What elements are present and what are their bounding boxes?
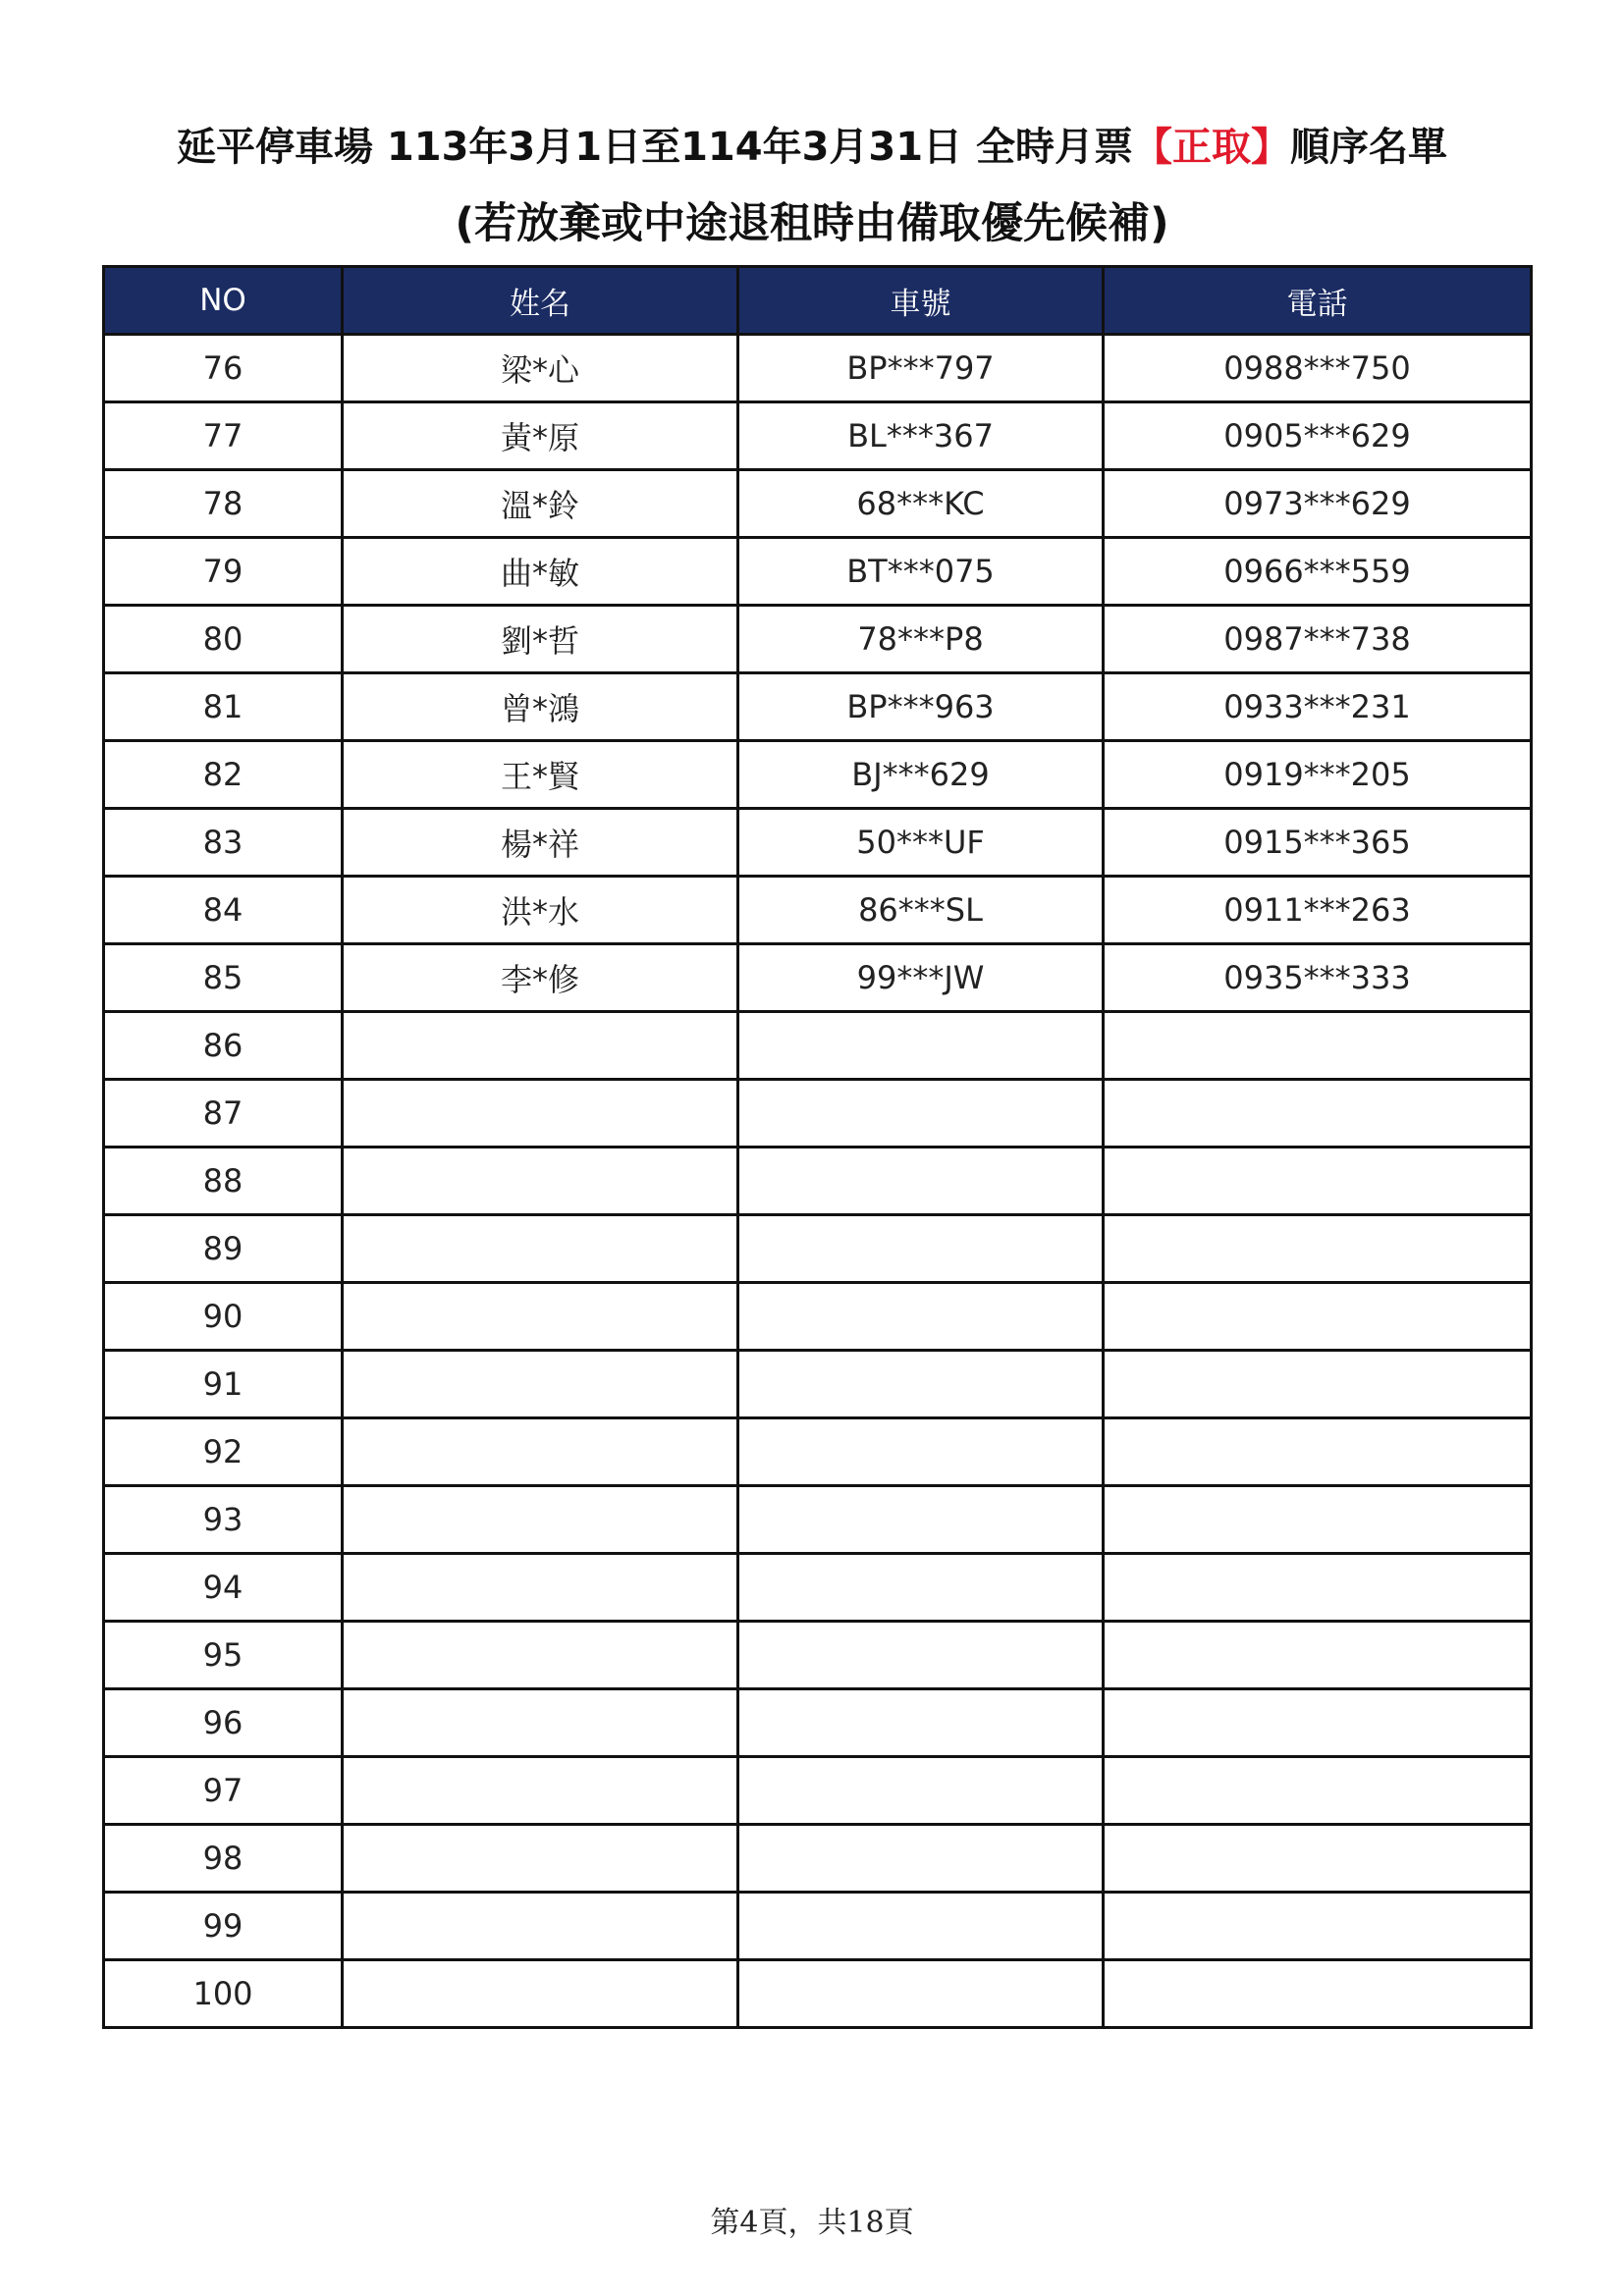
cell-phone — [1104, 1757, 1532, 1825]
cell-no: 89 — [104, 1215, 343, 1283]
cell-plate: BJ***629 — [738, 741, 1104, 809]
cell-phone — [1104, 1689, 1532, 1757]
cell-plate: 99***JW — [738, 944, 1104, 1012]
cell-phone — [1104, 1825, 1532, 1893]
cell-name — [343, 1486, 738, 1554]
cell-no: 100 — [104, 1960, 343, 2028]
cell-no: 92 — [104, 1418, 343, 1486]
table-row — [104, 809, 1532, 877]
cell-name — [343, 1012, 738, 1080]
cell-plate: 50***UF — [738, 809, 1104, 877]
table-row — [104, 1012, 1532, 1080]
header-name: 姓名 — [343, 267, 738, 335]
cell-name — [343, 1418, 738, 1486]
cell-no: 84 — [104, 877, 343, 944]
cell-no: 79 — [104, 538, 343, 606]
cell-no: 99 — [104, 1893, 343, 1960]
cell-plate — [738, 1893, 1104, 1960]
cell-phone — [1104, 1283, 1532, 1351]
cell-phone: 0933***231 — [1104, 673, 1532, 741]
cell-no: 78 — [104, 470, 343, 538]
cell-plate: BP***963 — [738, 673, 1104, 741]
cell-name — [343, 1080, 738, 1148]
cell-no: 88 — [104, 1148, 343, 1215]
cell-plate — [738, 1418, 1104, 1486]
cell-phone — [1104, 1960, 1532, 2028]
cell-name: 曾*鴻 — [343, 673, 738, 741]
cell-phone: 0915***365 — [1104, 809, 1532, 877]
cell-no: 97 — [104, 1757, 343, 1825]
title-highlight: 【正取】 — [1133, 125, 1290, 170]
table-row — [104, 1148, 1532, 1215]
table-row — [104, 538, 1532, 606]
document-title — [0, 118, 1624, 177]
table-header-row — [104, 267, 1532, 335]
cell-plate: 78***P8 — [738, 606, 1104, 673]
table-row — [104, 1893, 1532, 1960]
table-row — [104, 1418, 1532, 1486]
cell-no: 90 — [104, 1283, 343, 1351]
cell-phone: 0973***629 — [1104, 470, 1532, 538]
cell-phone: 0988***750 — [1104, 335, 1532, 402]
cell-name — [343, 1893, 738, 1960]
table-row — [104, 1283, 1532, 1351]
cell-name — [343, 1757, 738, 1825]
table-row — [104, 1825, 1532, 1893]
cell-no: 98 — [104, 1825, 343, 1893]
cell-plate: 86***SL — [738, 877, 1104, 944]
table-row — [104, 877, 1532, 944]
cell-phone — [1104, 1622, 1532, 1689]
cell-name: 黃*原 — [343, 402, 738, 470]
cell-plate — [738, 1148, 1104, 1215]
cell-phone — [1104, 1893, 1532, 1960]
cell-plate — [738, 1689, 1104, 1757]
table-body — [104, 335, 1532, 2028]
cell-name: 溫*鈴 — [343, 470, 738, 538]
cell-no: 86 — [104, 1012, 343, 1080]
table-row — [104, 1080, 1532, 1148]
title-prefix: 延平停車場 113年3月1日至114年3月31日 全時月票 — [176, 125, 1133, 170]
cell-plate — [738, 1960, 1104, 2028]
cell-name: 李*修 — [343, 944, 738, 1012]
cell-name — [343, 1148, 738, 1215]
cell-phone: 0919***205 — [1104, 741, 1532, 809]
cell-no: 83 — [104, 809, 343, 877]
cell-no: 95 — [104, 1622, 343, 1689]
cell-phone — [1104, 1418, 1532, 1486]
cell-plate — [738, 1486, 1104, 1554]
cell-plate — [738, 1012, 1104, 1080]
cell-phone — [1104, 1012, 1532, 1080]
table-row — [104, 1351, 1532, 1418]
cell-plate — [738, 1283, 1104, 1351]
table-row — [104, 1689, 1532, 1757]
cell-phone — [1104, 1080, 1532, 1148]
cell-plate — [738, 1080, 1104, 1148]
table-row — [104, 673, 1532, 741]
cell-phone: 0966***559 — [1104, 538, 1532, 606]
cell-phone — [1104, 1148, 1532, 1215]
table-row — [104, 741, 1532, 809]
cell-name — [343, 1622, 738, 1689]
cell-plate — [738, 1757, 1104, 1825]
table-row — [104, 1757, 1532, 1825]
cell-name — [343, 1215, 738, 1283]
cell-name — [343, 1554, 738, 1622]
cell-plate: BL***367 — [738, 402, 1104, 470]
cell-name: 劉*哲 — [343, 606, 738, 673]
cell-name — [343, 1689, 738, 1757]
cell-phone: 0905***629 — [1104, 402, 1532, 470]
cell-name — [343, 1960, 738, 2028]
cell-phone: 0911***263 — [1104, 877, 1532, 944]
cell-no: 80 — [104, 606, 343, 673]
table-row — [104, 1960, 1532, 2028]
cell-phone — [1104, 1351, 1532, 1418]
cell-no: 81 — [104, 673, 343, 741]
cell-plate — [738, 1622, 1104, 1689]
table-row — [104, 335, 1532, 402]
cell-name: 梁*心 — [343, 335, 738, 402]
roster-table — [102, 265, 1533, 2029]
table-row — [104, 1486, 1532, 1554]
cell-no: 85 — [104, 944, 343, 1012]
cell-no: 96 — [104, 1689, 343, 1757]
cell-phone — [1104, 1554, 1532, 1622]
cell-no: 91 — [104, 1351, 343, 1418]
cell-no: 77 — [104, 402, 343, 470]
table-row — [104, 1215, 1532, 1283]
cell-name: 王*賢 — [343, 741, 738, 809]
table-row — [104, 470, 1532, 538]
document-subtitle: (若放棄或中途退租時由備取優先候補) — [455, 199, 1169, 248]
cell-plate: 68***KC — [738, 470, 1104, 538]
cell-no: 87 — [104, 1080, 343, 1148]
cell-name: 曲*敏 — [343, 538, 738, 606]
cell-plate: BP***797 — [738, 335, 1104, 402]
table-row — [104, 1554, 1532, 1622]
cell-no: 76 — [104, 335, 343, 402]
cell-phone: 0935***333 — [1104, 944, 1532, 1012]
cell-plate — [738, 1825, 1104, 1893]
table-row — [104, 402, 1532, 470]
cell-name: 洪*水 — [343, 877, 738, 944]
page-number: 第4頁，共18頁 — [710, 2206, 914, 2240]
cell-plate — [738, 1215, 1104, 1283]
table-row — [104, 944, 1532, 1012]
cell-no: 93 — [104, 1486, 343, 1554]
title-suffix: 順序名單 — [1290, 125, 1447, 170]
table-row — [104, 606, 1532, 673]
cell-plate — [738, 1554, 1104, 1622]
cell-name: 楊*祥 — [343, 809, 738, 877]
cell-no: 94 — [104, 1554, 343, 1622]
cell-plate — [738, 1351, 1104, 1418]
cell-name — [343, 1825, 738, 1893]
header-plate: 車號 — [738, 267, 1104, 335]
cell-phone: 0987***738 — [1104, 606, 1532, 673]
cell-phone — [1104, 1486, 1532, 1554]
cell-name — [343, 1283, 738, 1351]
cell-phone — [1104, 1215, 1532, 1283]
cell-name — [343, 1351, 738, 1418]
cell-plate: BT***075 — [738, 538, 1104, 606]
header-no: NO — [104, 267, 343, 335]
cell-no: 82 — [104, 741, 343, 809]
table-row — [104, 1622, 1532, 1689]
header-phone: 電話 — [1104, 267, 1532, 335]
